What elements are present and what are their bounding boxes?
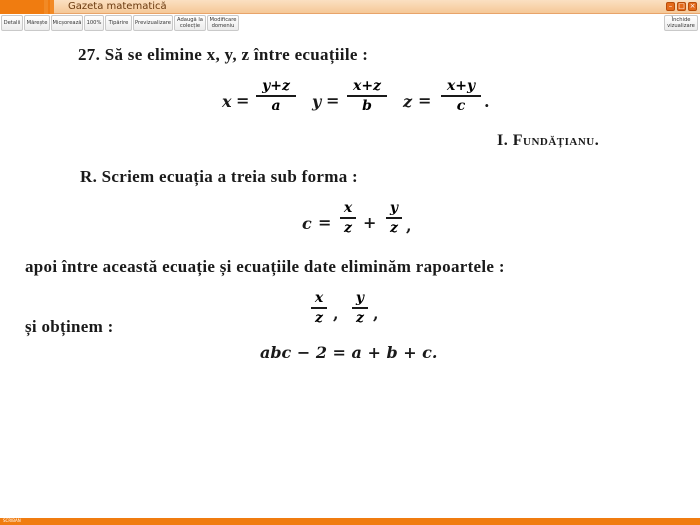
ratio-1 [311,290,327,326]
eq1-numerator: y+z [262,78,290,94]
eq3-fraction [441,78,481,114]
ratio-separator: , [333,304,339,323]
fraction-numerator: x [314,290,324,306]
maximize-button[interactable]: □ [678,2,685,10]
obtain-text: și obținem : [25,317,114,336]
title-bar [0,0,700,14]
eq1-lhs: x [222,92,232,111]
fraction-numerator: y [355,290,365,306]
app-logo [0,0,54,14]
zoom-out-button[interactable]: Micșorează [51,15,83,31]
minimize-button[interactable]: – [666,2,675,11]
details-button[interactable]: Detalii [1,15,23,31]
zoom-in-button[interactable]: Mărește [24,15,50,31]
status-text: SCRIBAN [3,518,21,523]
eq2-denominator: b [362,97,372,114]
eq2-lhs: y [312,92,322,111]
equals-sign: = [236,91,250,110]
eq3-denominator: c [456,97,466,114]
toolbar [0,14,700,32]
eq1-fraction [256,78,296,114]
fraction-bar [386,217,402,219]
plus-sign: + [363,213,377,232]
zoom-100-button[interactable]: 100% [84,15,104,31]
equations-end: . [484,92,490,111]
fraction-denominator: z [390,219,398,236]
eq2-numerator: x+z [352,78,382,94]
fraction-bar [352,307,368,309]
eq-c-fraction-1 [340,200,356,236]
eq-c-end: , [406,216,412,235]
eq-c-lhs: c [302,214,312,233]
fraction-bar [347,95,387,97]
close-view-button[interactable]: Închide vizualizare [664,15,698,31]
window-controls [666,2,697,11]
author: I. Fundățianu. [497,132,600,149]
document-page [0,32,700,518]
fraction-bar [441,95,481,97]
fraction-denominator: z [315,309,323,326]
equals-sign: = [318,213,332,232]
fraction-bar [340,217,356,219]
ratios-end: , [373,304,379,323]
final-equation: abc − 2 = a + b + c. [260,343,438,362]
close-button[interactable]: × [689,2,696,10]
eq3-lhs: z [403,92,413,111]
middle-text: apoi între această ecuație și ecuațiile date eliminăm rapoartele : [25,257,505,276]
problem-heading: 27. Să se elimine x, y, z între ecuațiile : [78,45,369,64]
print-button[interactable]: Tipărire [105,15,132,31]
equals-sign: = [418,91,432,110]
preview-button[interactable]: Previzualizare [133,15,173,31]
equals-sign: = [326,91,340,110]
eq3-numerator: x+y [446,78,476,94]
eq-c-fraction-2 [386,200,402,236]
fraction-denominator: z [344,219,352,236]
fraction-bar [256,95,296,97]
fraction-numerator: y [389,200,399,216]
solution-intro: R. Scriem ecuația a treia sub forma : [80,167,359,186]
fraction-numerator: x [343,200,353,216]
fraction-denominator: z [356,309,364,326]
eq2-fraction [347,78,387,114]
fraction-bar [311,307,327,309]
eq1-denominator: a [271,97,281,114]
ratio-2 [352,290,368,326]
add-to-collection-button[interactable]: Adaugă la colecție [174,15,206,31]
status-bar [0,518,700,525]
window-title: Gazeta matematică [68,1,167,12]
change-domain-button[interactable]: Modificare domeniu [207,15,239,31]
